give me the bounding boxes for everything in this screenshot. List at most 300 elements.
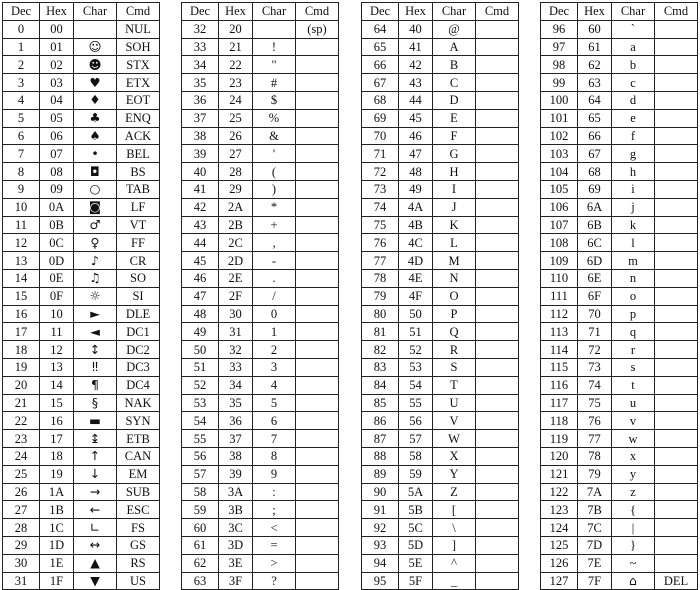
dec-cell: 55 <box>182 430 219 448</box>
table-row <box>362 145 519 163</box>
cmd-cell <box>655 234 698 252</box>
hex-cell: 72 <box>578 341 612 359</box>
char-cell: f <box>612 127 655 145</box>
char-cell: ☻ <box>74 56 117 74</box>
dec-cell: 94 <box>362 554 399 572</box>
table-row <box>182 483 339 501</box>
hex-cell: 3B <box>219 501 253 519</box>
table-row <box>541 216 698 234</box>
hex-cell: 4C <box>399 234 433 252</box>
cmd-cell: (sp) <box>296 20 339 38</box>
char-cell: x <box>612 447 655 465</box>
dec-cell: 17 <box>3 323 40 341</box>
dec-cell: 56 <box>182 447 219 465</box>
hex-cell: 2B <box>219 216 253 234</box>
cmd-cell <box>476 501 519 519</box>
dec-cell: 42 <box>182 198 219 216</box>
cmd-cell: NAK <box>117 394 160 412</box>
table-row <box>3 127 160 145</box>
char-cell: H <box>433 163 476 181</box>
cmd-cell <box>296 536 339 554</box>
char-cell: i <box>612 180 655 198</box>
table-row <box>182 554 339 572</box>
table-row <box>3 38 160 56</box>
dec-cell: 91 <box>362 501 399 519</box>
char-cell: ♪ <box>74 252 117 270</box>
hex-cell: 1F <box>40 572 74 590</box>
char-cell: ` <box>612 20 655 38</box>
table-row <box>3 572 160 590</box>
cmd-cell <box>476 20 519 38</box>
hex-cell: 47 <box>399 145 433 163</box>
hex-cell: 0D <box>40 252 74 270</box>
char-cell: w <box>612 430 655 448</box>
char-cell: z <box>612 483 655 501</box>
dec-cell: 60 <box>182 519 219 537</box>
hex-cell: 23 <box>219 74 253 92</box>
cmd-cell <box>296 198 339 216</box>
table-row <box>182 465 339 483</box>
hex-cell: 53 <box>399 358 433 376</box>
dec-cell: 9 <box>3 180 40 198</box>
char-cell: 6 <box>253 412 296 430</box>
char-cell: ↑ <box>74 447 117 465</box>
dec-cell: 15 <box>3 287 40 305</box>
cmd-cell <box>296 430 339 448</box>
cmd-cell <box>655 109 698 127</box>
cmd-cell <box>476 305 519 323</box>
cmd-cell: SO <box>117 269 160 287</box>
column-header-dec: Dec <box>182 3 219 21</box>
dec-cell: 41 <box>182 180 219 198</box>
hex-cell: 5E <box>399 554 433 572</box>
hex-cell: 4A <box>399 198 433 216</box>
cmd-cell <box>476 109 519 127</box>
cmd-cell <box>296 163 339 181</box>
hex-cell: 28 <box>219 163 253 181</box>
hex-cell: 71 <box>578 323 612 341</box>
hex-cell: 60 <box>578 20 612 38</box>
hex-cell: 7A <box>578 483 612 501</box>
cmd-cell <box>476 483 519 501</box>
hex-cell: 7E <box>578 554 612 572</box>
cmd-cell <box>655 447 698 465</box>
char-cell: : <box>253 483 296 501</box>
char-cell: ◙ <box>74 198 117 216</box>
table-row <box>541 127 698 145</box>
cmd-cell <box>476 74 519 92</box>
table-row <box>541 483 698 501</box>
hex-cell: 54 <box>399 376 433 394</box>
table-row <box>541 91 698 109</box>
table-row <box>541 501 698 519</box>
cmd-cell <box>655 412 698 430</box>
table-row <box>362 20 519 38</box>
table-row <box>541 465 698 483</box>
cmd-cell <box>655 163 698 181</box>
table-row <box>3 180 160 198</box>
table-row <box>362 447 519 465</box>
dec-cell: 95 <box>362 572 399 590</box>
cmd-cell: ETX <box>117 74 160 92</box>
char-cell: O <box>433 287 476 305</box>
hex-cell: 75 <box>578 394 612 412</box>
table-row <box>362 394 519 412</box>
column-header-hex: Hex <box>40 3 74 21</box>
char-cell: ▬ <box>74 412 117 430</box>
table-row <box>182 536 339 554</box>
char-cell: ◘ <box>74 163 117 181</box>
dec-cell: 48 <box>182 305 219 323</box>
hex-cell: 03 <box>40 74 74 92</box>
dec-cell: 43 <box>182 216 219 234</box>
char-cell: 8 <box>253 447 296 465</box>
char-cell: ♦ <box>74 91 117 109</box>
char-cell: l <box>612 234 655 252</box>
dec-cell: 25 <box>3 465 40 483</box>
char-cell: , <box>253 234 296 252</box>
cmd-cell <box>296 216 339 234</box>
table-row <box>362 430 519 448</box>
cmd-cell <box>476 234 519 252</box>
dec-cell: 1 <box>3 38 40 56</box>
cmd-cell: ETB <box>117 430 160 448</box>
table-row <box>541 341 698 359</box>
cmd-cell <box>296 447 339 465</box>
hex-cell: 70 <box>578 305 612 323</box>
cmd-cell: SUB <box>117 483 160 501</box>
hex-cell: 16 <box>40 412 74 430</box>
char-cell: B <box>433 56 476 74</box>
hex-cell: 5D <box>399 536 433 554</box>
char-cell: o <box>612 287 655 305</box>
hex-cell: 2A <box>219 198 253 216</box>
hex-cell: 14 <box>40 376 74 394</box>
table-row <box>182 341 339 359</box>
char-cell: s <box>612 358 655 376</box>
dec-cell: 30 <box>3 554 40 572</box>
dec-cell: 93 <box>362 536 399 554</box>
cmd-cell: RS <box>117 554 160 572</box>
char-cell: ¶ <box>74 376 117 394</box>
hex-cell: 4E <box>399 269 433 287</box>
cmd-cell <box>296 305 339 323</box>
table-row <box>182 358 339 376</box>
table-row <box>541 305 698 323</box>
table-row <box>3 269 160 287</box>
dec-cell: 38 <box>182 127 219 145</box>
table-row <box>541 554 698 572</box>
char-cell: X <box>433 447 476 465</box>
table-row <box>541 269 698 287</box>
cmd-cell <box>476 323 519 341</box>
cmd-cell <box>476 430 519 448</box>
char-cell: G <box>433 145 476 163</box>
cmd-cell <box>655 536 698 554</box>
char-cell: e <box>612 109 655 127</box>
cmd-cell <box>655 430 698 448</box>
table-row <box>362 269 519 287</box>
table-row <box>3 287 160 305</box>
hex-cell: 7D <box>578 536 612 554</box>
char-cell: ? <box>253 572 296 590</box>
hex-cell: 1D <box>40 536 74 554</box>
char-cell: C <box>433 74 476 92</box>
table-row <box>362 376 519 394</box>
hex-cell: 06 <box>40 127 74 145</box>
cmd-cell <box>476 198 519 216</box>
table-row <box>541 56 698 74</box>
dec-cell: 13 <box>3 252 40 270</box>
dec-cell: 110 <box>541 269 578 287</box>
char-cell: j <box>612 198 655 216</box>
char-cell <box>74 20 117 38</box>
table-row <box>362 572 519 590</box>
dec-cell: 46 <box>182 269 219 287</box>
cmd-cell: DC2 <box>117 341 160 359</box>
dec-cell: 80 <box>362 305 399 323</box>
char-cell: ♠ <box>74 127 117 145</box>
table-row <box>3 234 160 252</box>
char-cell: > <box>253 554 296 572</box>
cmd-cell <box>296 252 339 270</box>
hex-cell: 08 <box>40 163 74 181</box>
table-row <box>3 341 160 359</box>
hex-cell: 1E <box>40 554 74 572</box>
table-row <box>3 519 160 537</box>
cmd-cell <box>296 234 339 252</box>
header-row <box>541 3 698 21</box>
hex-cell: 29 <box>219 180 253 198</box>
cmd-cell <box>476 91 519 109</box>
table-row <box>541 163 698 181</box>
char-cell: ☺ <box>74 38 117 56</box>
char-cell: [ <box>433 501 476 519</box>
dec-cell: 75 <box>362 216 399 234</box>
char-cell: 0 <box>253 305 296 323</box>
char-cell: J <box>433 198 476 216</box>
table-row <box>182 56 339 74</box>
hex-cell: 4B <box>399 216 433 234</box>
cmd-cell <box>296 323 339 341</box>
char-cell: ◄ <box>74 323 117 341</box>
hex-cell: 35 <box>219 394 253 412</box>
table-row <box>362 56 519 74</box>
cmd-cell <box>476 358 519 376</box>
char-cell: P <box>433 305 476 323</box>
hex-cell: 1C <box>40 519 74 537</box>
dec-cell: 4 <box>3 91 40 109</box>
dec-cell: 123 <box>541 501 578 519</box>
hex-cell: 0A <box>40 198 74 216</box>
column-header-dec: Dec <box>3 3 40 21</box>
char-cell: p <box>612 305 655 323</box>
table-row <box>3 536 160 554</box>
table-row <box>3 198 160 216</box>
cmd-cell <box>655 38 698 56</box>
dec-cell: 63 <box>182 572 219 590</box>
hex-cell: 11 <box>40 323 74 341</box>
header-row <box>362 3 519 21</box>
hex-cell: 04 <box>40 91 74 109</box>
table-row <box>362 252 519 270</box>
cmd-cell <box>655 252 698 270</box>
hex-cell: 57 <box>399 430 433 448</box>
cmd-cell <box>655 394 698 412</box>
hex-cell: 41 <box>399 38 433 56</box>
hex-cell: 4D <box>399 252 433 270</box>
char-cell: Z <box>433 483 476 501</box>
dec-cell: 14 <box>3 269 40 287</box>
dec-cell: 109 <box>541 252 578 270</box>
hex-cell: 45 <box>399 109 433 127</box>
hex-cell: 12 <box>40 341 74 359</box>
char-cell: ♀ <box>74 234 117 252</box>
table-row <box>3 163 160 181</box>
cmd-cell <box>655 483 698 501</box>
cmd-cell <box>476 341 519 359</box>
hex-cell: 2D <box>219 252 253 270</box>
char-cell: • <box>74 145 117 163</box>
cmd-cell <box>476 519 519 537</box>
dec-cell: 36 <box>182 91 219 109</box>
dec-cell: 50 <box>182 341 219 359</box>
cmd-cell <box>296 376 339 394</box>
header-row <box>182 3 339 21</box>
hex-cell: 78 <box>578 447 612 465</box>
table-row <box>362 483 519 501</box>
cmd-cell <box>296 358 339 376</box>
dec-cell: 72 <box>362 163 399 181</box>
dec-cell: 82 <box>362 341 399 359</box>
cmd-cell <box>296 465 339 483</box>
char-cell: E <box>433 109 476 127</box>
char-cell: 7 <box>253 430 296 448</box>
char-cell: A <box>433 38 476 56</box>
hex-cell: 07 <box>40 145 74 163</box>
char-cell: ▲ <box>74 554 117 572</box>
char-cell: ⌂ <box>612 572 655 590</box>
char-cell: h <box>612 163 655 181</box>
hex-cell: 62 <box>578 56 612 74</box>
cmd-cell: FF <box>117 234 160 252</box>
hex-cell: 79 <box>578 465 612 483</box>
table-row <box>182 287 339 305</box>
table-row <box>541 447 698 465</box>
hex-cell: 0E <box>40 269 74 287</box>
table-row <box>541 180 698 198</box>
hex-cell: 39 <box>219 465 253 483</box>
char-cell: 3 <box>253 358 296 376</box>
cmd-cell <box>296 180 339 198</box>
dec-cell: 106 <box>541 198 578 216</box>
dec-cell: 115 <box>541 358 578 376</box>
table-row <box>362 465 519 483</box>
table-row <box>182 20 339 38</box>
cmd-cell: CAN <box>117 447 160 465</box>
dec-cell: 3 <box>3 74 40 92</box>
column-header-dec: Dec <box>362 3 399 21</box>
cmd-cell <box>655 269 698 287</box>
dec-cell: 76 <box>362 234 399 252</box>
cmd-cell <box>655 145 698 163</box>
cmd-cell <box>476 38 519 56</box>
char-cell: ♂ <box>74 216 117 234</box>
dec-cell: 118 <box>541 412 578 430</box>
cmd-cell <box>296 287 339 305</box>
cmd-cell <box>476 447 519 465</box>
char-cell: 2 <box>253 341 296 359</box>
hex-cell: 73 <box>578 358 612 376</box>
cmd-cell <box>296 91 339 109</box>
hex-cell: 3E <box>219 554 253 572</box>
hex-cell: 30 <box>219 305 253 323</box>
column-header-cmd: Cmd <box>655 3 698 21</box>
dec-cell: 0 <box>3 20 40 38</box>
cmd-cell <box>476 376 519 394</box>
cmd-cell <box>655 180 698 198</box>
dec-cell: 89 <box>362 465 399 483</box>
char-cell: % <box>253 109 296 127</box>
hex-cell: 40 <box>399 20 433 38</box>
table-row <box>362 127 519 145</box>
cmd-cell <box>476 412 519 430</box>
dec-cell: 127 <box>541 572 578 590</box>
char-cell: v <box>612 412 655 430</box>
table-row <box>541 287 698 305</box>
hex-cell: 6B <box>578 216 612 234</box>
table-row <box>541 145 698 163</box>
dec-cell: 74 <box>362 198 399 216</box>
table-row <box>541 323 698 341</box>
cmd-cell <box>476 127 519 145</box>
column-header-cmd: Cmd <box>117 3 160 21</box>
dec-cell: 5 <box>3 109 40 127</box>
cmd-cell: DEL <box>655 572 698 590</box>
table-row <box>182 38 339 56</box>
table-row <box>541 412 698 430</box>
char-cell <box>253 20 296 38</box>
cmd-cell <box>655 554 698 572</box>
hex-cell: 64 <box>578 91 612 109</box>
dec-cell: 99 <box>541 74 578 92</box>
char-cell: T <box>433 376 476 394</box>
table-row <box>362 358 519 376</box>
char-cell: # <box>253 74 296 92</box>
dec-cell: 78 <box>362 269 399 287</box>
table-row <box>3 501 160 519</box>
table-row <box>182 163 339 181</box>
dec-cell: 73 <box>362 180 399 198</box>
dec-cell: 33 <box>182 38 219 56</box>
table-row <box>362 109 519 127</box>
cmd-cell <box>476 180 519 198</box>
hex-cell: 2C <box>219 234 253 252</box>
dec-cell: 57 <box>182 465 219 483</box>
char-cell: b <box>612 56 655 74</box>
hex-cell: 48 <box>399 163 433 181</box>
char-cell: W <box>433 430 476 448</box>
hex-cell: 6D <box>578 252 612 270</box>
dec-cell: 121 <box>541 465 578 483</box>
dec-cell: 32 <box>182 20 219 38</box>
dec-cell: 68 <box>362 91 399 109</box>
dec-cell: 107 <box>541 216 578 234</box>
dec-cell: 59 <box>182 501 219 519</box>
table-row <box>362 412 519 430</box>
table-row <box>541 109 698 127</box>
cmd-cell <box>296 341 339 359</box>
